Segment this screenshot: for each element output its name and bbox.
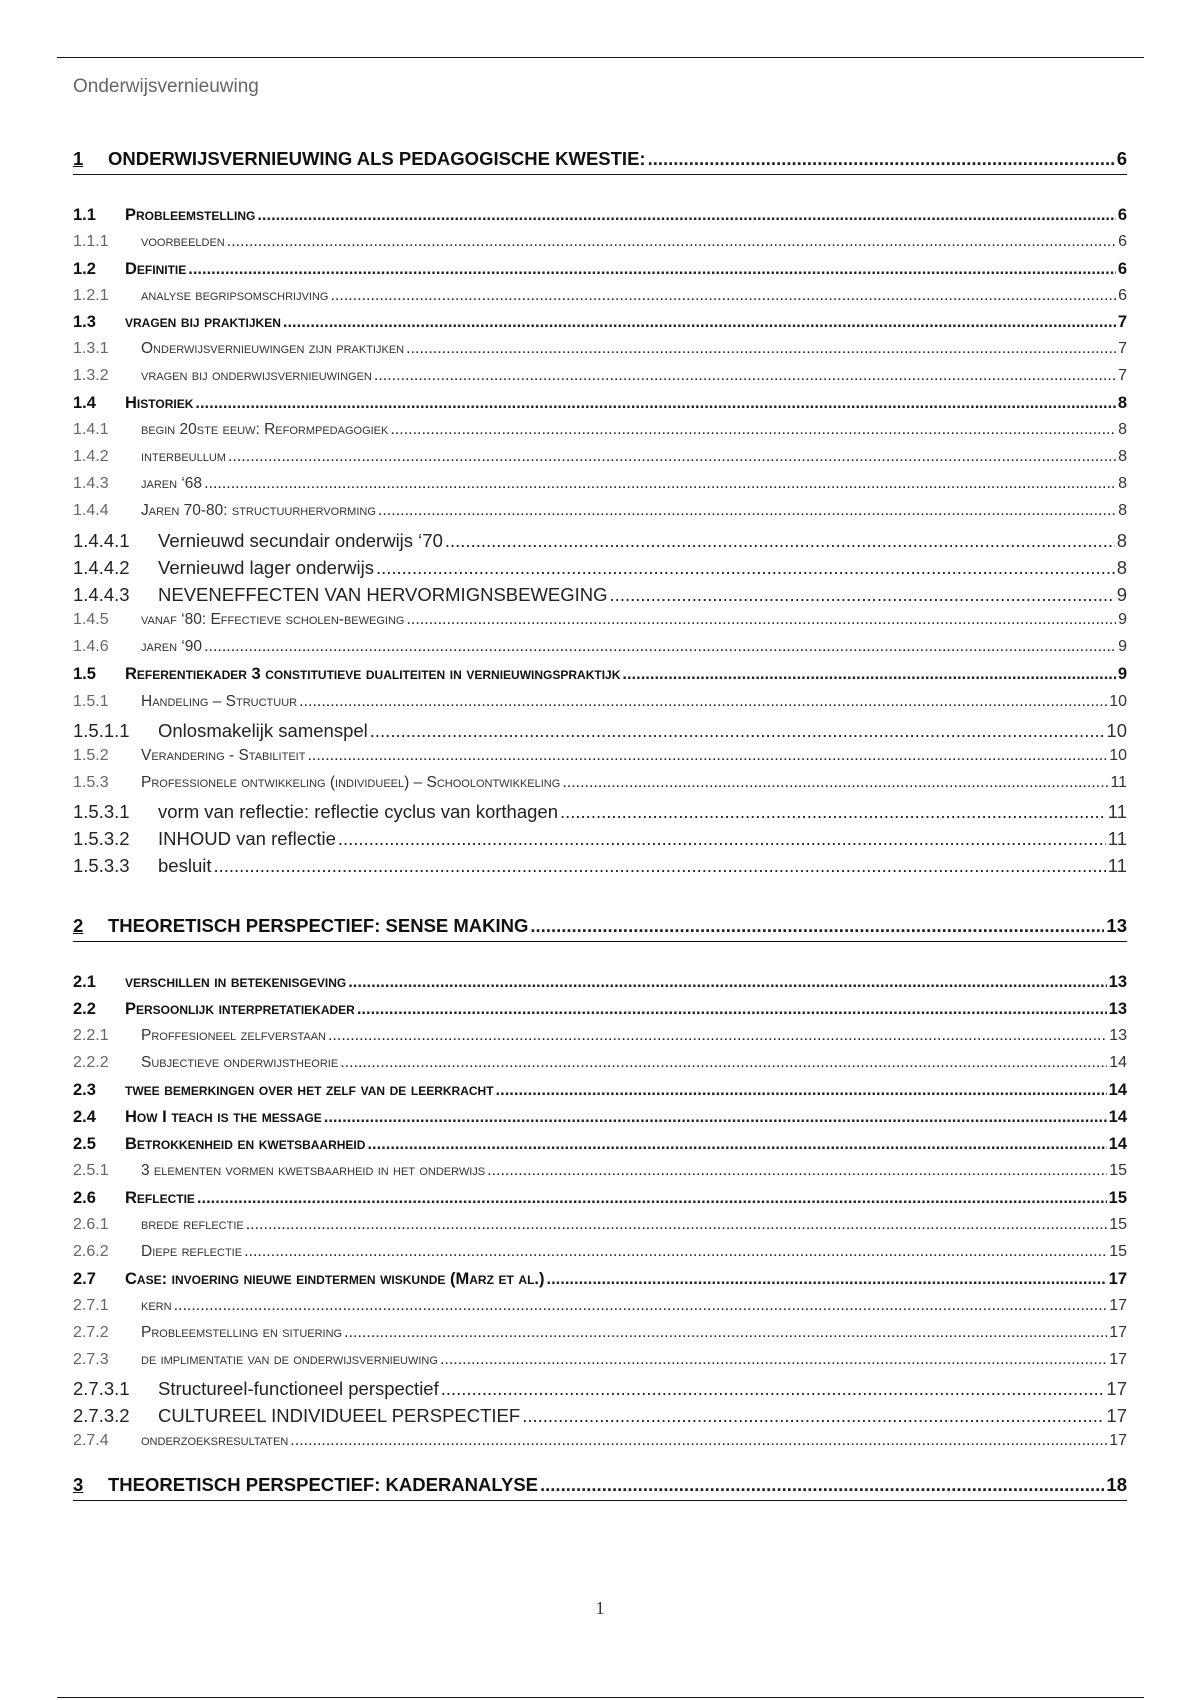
toc-entry[interactable]: [73, 1324, 1127, 1342]
dot-leader: [195, 394, 1115, 413]
toc-entry-number: 1.3.1: [73, 340, 109, 357]
dot-leader: [299, 693, 1107, 711]
dot-leader: [244, 1243, 1107, 1261]
dot-leader: [257, 206, 1115, 225]
toc-entry-title: ONDERWIJSVERNIEUWING ALS PEDAGOGISCHE KWESTIE:: [108, 148, 646, 169]
toc-entry-title: Proffesioneel zelfverstaan: [141, 1027, 326, 1044]
toc-entry-page: 6: [1116, 148, 1127, 169]
footer-rule: [57, 1697, 1144, 1698]
toc-entry[interactable]: [73, 448, 1127, 466]
toc-entry-number: 2.7.3: [73, 1351, 109, 1368]
toc-entry-number: 1.5.1: [73, 693, 109, 710]
toc-entry-page: 8: [1118, 421, 1127, 438]
toc-entry[interactable]: [73, 260, 1127, 279]
toc-entry-page: 11: [1110, 774, 1127, 791]
toc-entry-number: 1.4: [73, 394, 96, 412]
toc-entry-number: 1.4.6: [73, 638, 109, 655]
toc-entry-number: 1.5.2: [73, 747, 109, 764]
toc-entry[interactable]: [73, 313, 1127, 332]
toc-entry-title: jaren ‘68: [141, 475, 203, 492]
toc-entry-title: jaren ‘90: [141, 638, 203, 655]
toc-entry-title: besluit: [158, 855, 212, 876]
dot-leader: [290, 1432, 1107, 1450]
dot-leader: [441, 1378, 1105, 1400]
toc-entry[interactable]: [73, 720, 1127, 742]
dot-leader: [622, 665, 1115, 684]
toc-entry-page: 17: [1109, 1297, 1127, 1314]
dot-leader: [648, 148, 1115, 170]
toc-entry[interactable]: [73, 1000, 1127, 1019]
toc-entry-title: Probleemstelling: [125, 206, 256, 224]
toc-entry-number: 1.5: [73, 665, 96, 683]
toc-entry-page: 14: [1109, 1054, 1127, 1071]
toc-entry-number: 1.4.4.3: [73, 584, 130, 605]
toc-entry[interactable]: [73, 1162, 1127, 1180]
toc-entry-number: 2.7: [73, 1270, 96, 1288]
dot-leader: [348, 973, 1106, 992]
toc-entry[interactable]: [73, 1108, 1127, 1127]
toc-entry[interactable]: [73, 557, 1127, 579]
toc-entry-page: 17: [1106, 1378, 1127, 1399]
toc-entry-page: 8: [1116, 557, 1127, 578]
toc-entry-title: Handeling – Structuur: [141, 693, 298, 710]
dot-leader: [204, 638, 1116, 656]
toc-entry-page: 7: [1118, 367, 1127, 384]
toc-entry-number: 2.2.1: [73, 1027, 109, 1044]
toc-entry-number: 2.7.2: [73, 1324, 109, 1341]
toc-entry-page: 8: [1116, 530, 1127, 551]
toc-entry[interactable]: [73, 915, 1127, 937]
dot-leader: [374, 367, 1116, 385]
toc-entry-number: 2.2: [73, 1000, 96, 1018]
toc-entry-page: 8: [1118, 475, 1127, 492]
dot-leader: [338, 828, 1106, 850]
toc-entry[interactable]: [73, 828, 1127, 850]
dot-leader: [228, 448, 1116, 466]
toc-entry-number: 1.4.4.2: [73, 557, 130, 578]
toc-entry-title: begin 20ste eeuw: Reformpedagogiek: [141, 421, 389, 438]
toc-entry-number: 2.7.3.1: [73, 1378, 130, 1399]
toc-entry[interactable]: [73, 1378, 1127, 1400]
toc-entry[interactable]: [73, 394, 1127, 413]
toc-entry-title: NEVENEFFECTEN VAN HERVORMIGNSBEWEGING: [158, 584, 608, 605]
toc-entry[interactable]: [73, 502, 1127, 520]
toc-entry-title: Reflectie: [125, 1189, 195, 1207]
dot-leader: [540, 1474, 1104, 1496]
toc-entry-title: voorbeelden: [141, 233, 225, 250]
toc-entry-page: 17: [1109, 1351, 1127, 1368]
dot-leader: [376, 557, 1115, 579]
toc-entry-number: 2.1: [73, 973, 96, 991]
toc-entry-page: 10: [1109, 747, 1127, 764]
toc-entry[interactable]: [73, 801, 1127, 823]
toc-entry-page: 17: [1106, 1405, 1127, 1426]
toc-entry-page: 13: [1109, 1027, 1127, 1044]
toc-entry-number: 1.4.1: [73, 421, 109, 438]
dot-leader: [610, 584, 1115, 606]
toc-entry-number: 2: [73, 915, 84, 936]
toc-entry-title: vanaf ‘80: Effectieve scholen-beweging: [141, 611, 405, 628]
toc-entry-title: INHOUD van reflectie: [158, 828, 336, 849]
toc-entry-number: 2.7.3.2: [73, 1405, 130, 1426]
toc-entry[interactable]: [73, 475, 1127, 493]
toc-entry-title: verschillen in betekenisgeving: [125, 973, 347, 991]
dot-leader: [246, 1216, 1107, 1234]
toc-entry-number: 2.3: [73, 1081, 96, 1099]
toc-entry-title: Betrokkenheid en kwetsbaarheid: [125, 1135, 366, 1153]
toc-entry-number: 1.5.1.1: [73, 720, 130, 741]
toc-entry-number: 2.7.1: [73, 1297, 109, 1314]
toc-entry-title: THEORETISCH PERSPECTIEF: KADERANALYSE: [108, 1474, 539, 1495]
toc-entry-title: Probleemstelling en situering: [141, 1324, 343, 1341]
toc-entry-page: 17: [1109, 1324, 1127, 1341]
toc-entry-title: Verandering - Stabiliteit: [141, 747, 306, 764]
toc-entry-title: Onlosmakelijk samenspel: [158, 720, 368, 741]
toc-entry-number: 1.4.4.1: [73, 530, 130, 551]
dot-leader: [496, 1081, 1107, 1100]
toc-entry-title: kern: [141, 1297, 172, 1314]
toc-entry-title: vragen bij praktijken: [125, 313, 281, 331]
dot-leader: [357, 1000, 1107, 1019]
toc-entry[interactable]: [73, 1351, 1127, 1369]
toc-entry-title: Vernieuwd lager onderwijs: [158, 557, 374, 578]
toc-entry-page: 13: [1108, 1000, 1127, 1018]
toc-entry-title: Vernieuwd secundair onderwijs ‘70: [158, 530, 443, 551]
dot-leader: [307, 747, 1107, 765]
running-header: Onderwijsvernieuwing: [73, 76, 259, 97]
dot-leader: [406, 611, 1116, 629]
toc-entry-title: Professionele ontwikkeling (individueel) – Schoolontwikkeling: [141, 774, 561, 791]
toc-entry[interactable]: [73, 421, 1127, 439]
toc-entry[interactable]: [73, 747, 1127, 765]
toc-entry-title: Persoonlijk interpretatiekader: [125, 1000, 355, 1018]
toc-entry[interactable]: [73, 693, 1127, 711]
toc-entry-number: 2.2.2: [73, 1054, 109, 1071]
toc-entry-title: Case: invoering nieuwe eindtermen wiskunde (Marz et al.): [125, 1270, 545, 1288]
toc-entry-number: 1.2.1: [73, 287, 109, 304]
page-number: 1: [595, 1598, 605, 1618]
dot-leader: [560, 801, 1106, 823]
toc-entry-page: 17: [1109, 1432, 1127, 1449]
toc-entry-number: 1.4.4: [73, 502, 109, 519]
dot-leader: [328, 1027, 1107, 1045]
toc-entry[interactable]: [73, 1432, 1127, 1450]
toc-entry-title: 3 elementen vormen kwetsbaarheid in het onderwijs: [141, 1162, 486, 1179]
toc-entry[interactable]: [73, 148, 1127, 170]
toc-entry-title: interbeullum: [141, 448, 226, 465]
toc-entry-page: 10: [1109, 693, 1127, 710]
toc-entry[interactable]: [73, 973, 1127, 992]
toc-entry-page: 6: [1117, 206, 1127, 224]
toc-entry-title: Historiek: [125, 394, 194, 412]
toc-entry[interactable]: [73, 530, 1127, 552]
toc-entry[interactable]: [73, 1216, 1127, 1234]
toc-entry-page: 14: [1108, 1108, 1127, 1126]
toc-entry-page: 9: [1116, 584, 1127, 605]
dot-leader: [440, 1351, 1107, 1369]
toc-entry-page: 7: [1118, 340, 1127, 357]
toc-entry-page: 8: [1118, 502, 1127, 519]
toc-entry-title: de implimentatie van de onderwijsvernieuwing: [141, 1351, 438, 1368]
header-rule: [57, 57, 1144, 58]
dot-leader: [324, 1108, 1107, 1127]
toc-entry-title: onderzoeksresultaten: [141, 1432, 289, 1449]
toc-entry[interactable]: [73, 611, 1127, 629]
toc-entry[interactable]: [73, 1081, 1127, 1100]
toc-entry-page: 9: [1117, 665, 1127, 683]
toc-entry-title: Subjectieve onderwijstheorie: [141, 1054, 339, 1071]
toc-entry[interactable]: [73, 584, 1127, 606]
toc-entry-title: Definitie: [125, 260, 187, 278]
toc-entry-page: 11: [1107, 801, 1127, 822]
toc-entry-page: 8: [1117, 394, 1127, 412]
toc-entry[interactable]: [73, 1054, 1127, 1072]
toc-entry-page: 15: [1109, 1243, 1127, 1260]
dot-leader: [283, 313, 1116, 332]
toc-entry-page: 6: [1118, 287, 1127, 304]
toc-entry-number: 1: [73, 148, 84, 169]
toc-entry-page: 11: [1107, 828, 1127, 849]
toc-entry-page: 6: [1117, 260, 1127, 278]
toc-entry-page: 14: [1108, 1135, 1127, 1153]
toc-entry-number: 1.2: [73, 260, 96, 278]
toc-entry-page: 9: [1118, 611, 1127, 628]
toc-entry[interactable]: [73, 1027, 1127, 1045]
dot-leader: [390, 421, 1116, 439]
dot-leader: [227, 233, 1116, 251]
toc-entry[interactable]: [73, 1189, 1127, 1208]
toc-entry-number: 2.5.1: [73, 1162, 109, 1179]
toc-entry-number: 1.5.3.1: [73, 801, 130, 822]
toc-entry[interactable]: [73, 1243, 1127, 1261]
toc-entry-title: Onderwijsvernieuwingen zijn praktijken: [141, 340, 405, 357]
toc-entry-title: Jaren 70-80: structuurhervorming: [141, 502, 376, 519]
toc-entry[interactable]: [73, 206, 1127, 225]
toc-entry-page: 7: [1117, 313, 1127, 331]
dot-leader: [340, 1054, 1107, 1072]
toc-entry-number: 2.7.4: [73, 1432, 109, 1449]
toc-entry[interactable]: [73, 1405, 1127, 1427]
toc-entry-page: 18: [1106, 1474, 1127, 1495]
dot-leader: [530, 915, 1104, 937]
toc-entry-number: 2.6.1: [73, 1216, 109, 1233]
dot-leader: [547, 1270, 1107, 1289]
toc-entry[interactable]: [73, 638, 1127, 656]
dot-leader: [406, 340, 1116, 358]
toc-entry-page: 11: [1107, 855, 1127, 876]
toc-entry-number: 1.4.2: [73, 448, 109, 465]
toc-entry[interactable]: [73, 233, 1127, 251]
toc-entry-number: 1.4.3: [73, 475, 109, 492]
toc-entry[interactable]: [73, 774, 1127, 792]
toc-entry[interactable]: [73, 340, 1127, 358]
toc-entry-number: 2.5: [73, 1135, 96, 1153]
toc-entry-number: 1.1.1: [73, 233, 109, 250]
toc-entry-title: How I teach is the message: [125, 1108, 322, 1126]
toc-entry-page: 9: [1118, 638, 1127, 655]
toc-entry-title: brede reflectie: [141, 1216, 244, 1233]
dot-leader: [213, 855, 1105, 877]
toc-entry[interactable]: [73, 855, 1127, 877]
toc-entry-number: 1.5.3: [73, 774, 109, 791]
toc-entry[interactable]: [73, 1270, 1127, 1289]
toc-entry[interactable]: [73, 1297, 1127, 1315]
toc-entry-title: Diepe reflectie: [141, 1243, 243, 1260]
toc-entry-title: vorm van reflectie: reflectie cyclus van korthagen: [158, 801, 558, 822]
dot-leader: [197, 1189, 1107, 1208]
toc-entry-number: 2.6: [73, 1189, 96, 1207]
dot-leader: [522, 1405, 1104, 1427]
toc-entry-title: THEORETISCH PERSPECTIEF: SENSE MAKING: [108, 915, 529, 936]
toc-entry-number: 1.1: [73, 206, 96, 224]
toc-entry-title: analyse begripsomschrijving: [141, 287, 329, 304]
toc-entry[interactable]: [73, 1135, 1127, 1154]
toc-entry[interactable]: [73, 1474, 1127, 1496]
toc-entry[interactable]: [73, 287, 1127, 305]
toc-entry-title: vragen bij onderwijsvernieuwingen: [141, 367, 372, 384]
toc-entry-number: 1.5.3.3: [73, 855, 130, 876]
toc-entry-page: 10: [1106, 720, 1127, 741]
toc-entry-page: 6: [1118, 233, 1127, 250]
dot-leader: [330, 287, 1116, 305]
toc-entry[interactable]: [73, 367, 1127, 385]
toc-entry-page: 13: [1106, 915, 1127, 936]
dot-leader: [370, 720, 1105, 742]
dot-leader: [188, 260, 1116, 279]
toc-entry-page: 15: [1109, 1216, 1127, 1233]
dot-leader: [174, 1297, 1108, 1315]
toc-entry-title: Referentiekader 3 constitutieve dualiteiten in vernieuwingspraktijk: [125, 665, 621, 683]
toc-entry-page: 14: [1108, 1081, 1127, 1099]
toc-entry-title: CULTUREEL INDIVIDUEEL PERSPECTIEF: [158, 1405, 521, 1426]
toc-entry-title: Structureel-functioneel perspectief: [158, 1378, 439, 1399]
dot-leader: [344, 1324, 1107, 1342]
toc-entry-title: twee bemerkingen over het zelf van de leerkracht: [125, 1081, 494, 1099]
toc-entry-page: 15: [1109, 1162, 1127, 1179]
toc-entry-page: 17: [1108, 1270, 1127, 1288]
toc-entry-page: 13: [1108, 973, 1127, 991]
dot-leader: [378, 502, 1116, 520]
toc-entry[interactable]: [73, 665, 1127, 684]
dot-leader: [367, 1135, 1106, 1154]
toc-entry-page: 8: [1118, 448, 1127, 465]
toc-entry-number: 2.6.2: [73, 1243, 109, 1260]
toc-entry-number: 1.5.3.2: [73, 828, 130, 849]
dot-leader: [445, 530, 1115, 552]
toc-entry-page: 15: [1108, 1189, 1127, 1207]
dot-leader: [487, 1162, 1107, 1180]
toc-entry-number: 1.3.2: [73, 367, 109, 384]
toc-entry-number: 1.3: [73, 313, 96, 331]
toc-entry-number: 3: [73, 1474, 84, 1495]
dot-leader: [204, 475, 1116, 493]
dot-leader: [562, 774, 1108, 792]
toc-entry-number: 1.4.5: [73, 611, 109, 628]
toc-entry-number: 2.4: [73, 1108, 96, 1126]
